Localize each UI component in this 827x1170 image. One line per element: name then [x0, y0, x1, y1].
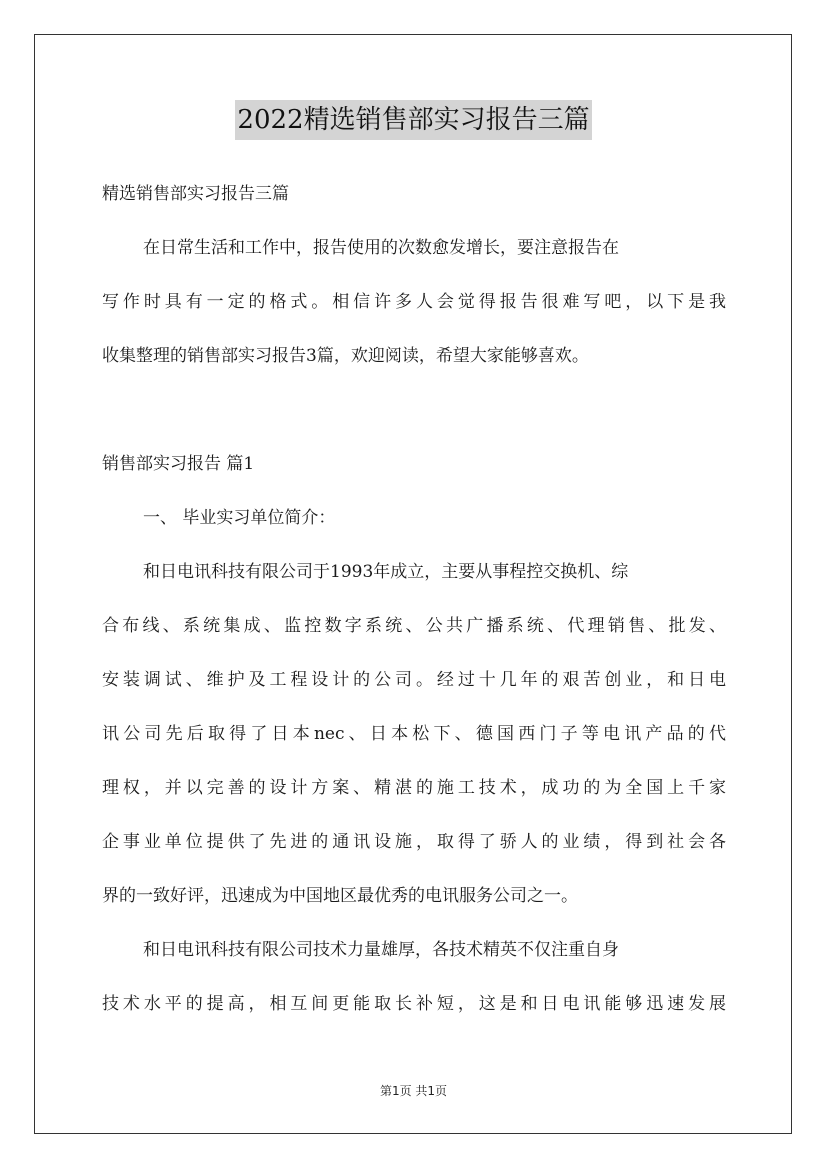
page-footer: 第1页 共1页	[379, 1084, 448, 1098]
subheading: 一、 毕业实习单位简介：	[143, 508, 336, 528]
paragraph1-line-5: 理权，并以完善的设计方案、精湛的施工技术，成功的为全国上千家	[102, 778, 726, 798]
paragraph1-line-3: 安装调试、维护及工程设计的公司。经过十几年的艰苦创业，和日电	[102, 670, 726, 690]
paragraph1-line-6: 企事业单位提供了先进的通讯设施，取得了骄人的业绩，得到社会各	[102, 832, 726, 852]
paragraph1-line-2: 合布线、系统集成、监控数字系统、公共广播系统、代理销售、批发、	[102, 616, 726, 636]
document-title: 2022精选销售部实习报告三篇	[235, 100, 591, 140]
paragraph2-line-1: 和日电讯科技有限公司技术力量雄厚，各技术精英不仅注重自身	[143, 940, 619, 960]
paragraph2-line-2: 技术水平的提高，相互间更能取长补短，这是和日电讯能够迅速发展	[102, 994, 726, 1014]
section-heading: 销售部实习报告 篇1	[102, 454, 255, 474]
intro-line-3: 收集整理的销售部实习报告3篇，欢迎阅读，希望大家能够喜欢。	[102, 346, 589, 366]
title-container	[0, 100, 827, 140]
paragraph1-line-4: 讯公司先后取得了日本nec、日本松下、德国西门子等电讯产品的代	[102, 724, 726, 744]
paragraph1-line-7: 界的一致好评，迅速成为中国地区最优秀的电讯服务公司之一。	[102, 886, 578, 906]
intro-line-1: 在日常生活和工作中，报告使用的次数愈发增长，要注意报告在	[143, 238, 619, 258]
intro-line-2: 写作时具有一定的格式。相信许多人会觉得报告很难写吧，以下是我	[102, 292, 726, 312]
subtitle: 精选销售部实习报告三篇	[102, 184, 289, 204]
paragraph1-line-1: 和日电讯科技有限公司于1993年成立，主要从事程控交换机、综	[143, 562, 629, 582]
